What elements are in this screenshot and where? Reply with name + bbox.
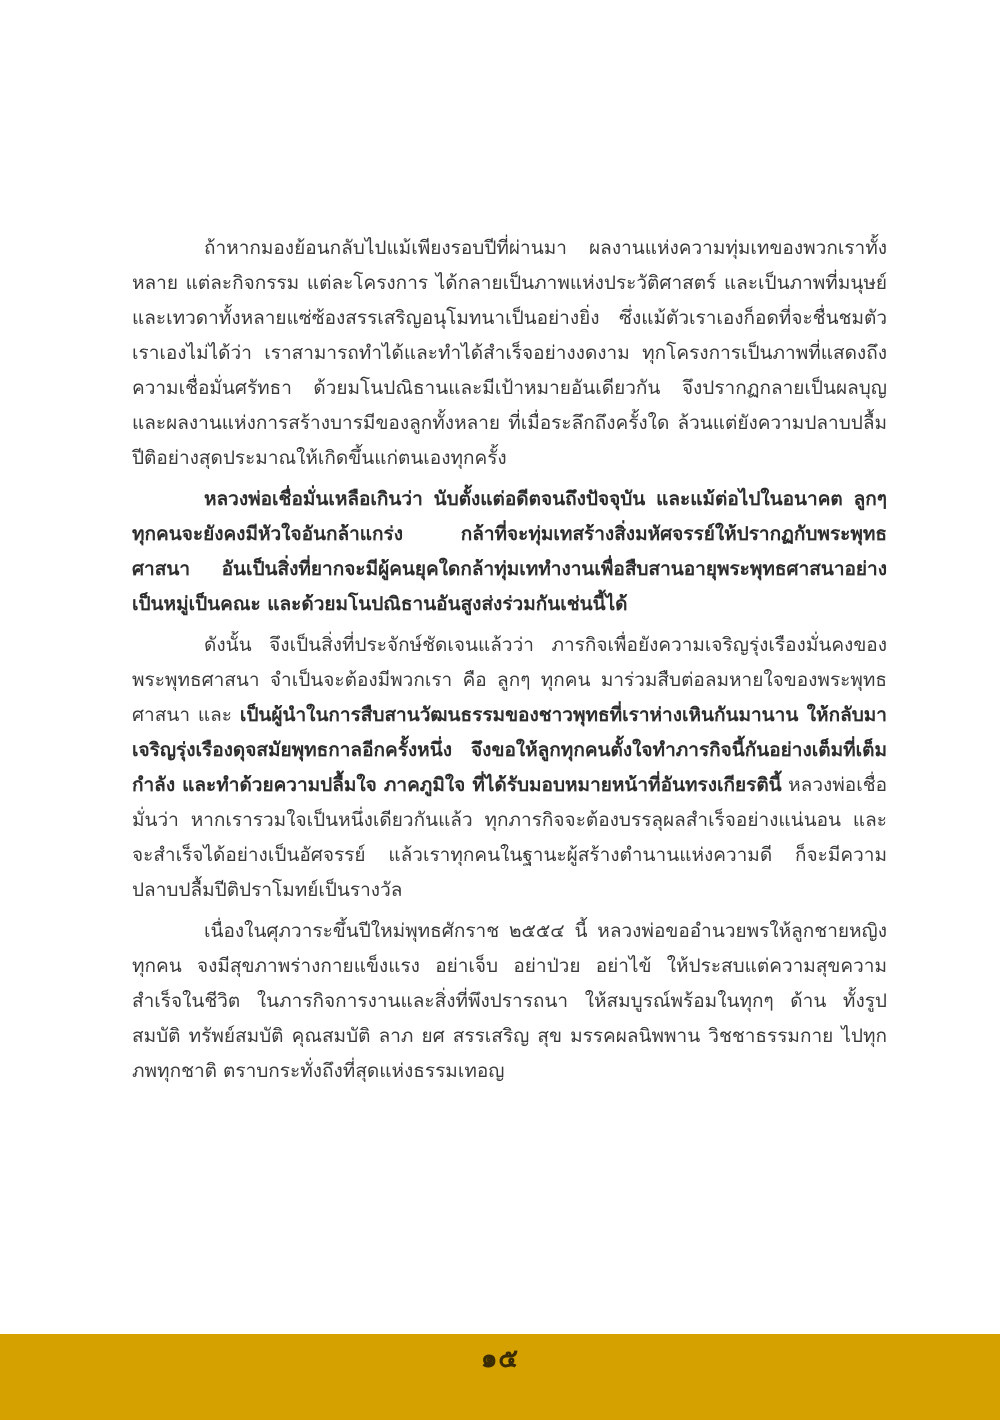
paragraph-3-part2: หลวงพ่อเชื่อมั่นว่า หากเรารวมใจเป็นหนึ่งเดียวกันแล้ว ทุกภารกิจจะต้องบรรลุผลสำเร็จอย่างแน่นอน และจะสำเร็จได้อย่างเป็นอัศจรรย์ แล้วเราทุกคนในฐานะผู้สร้างตำนานแห่งความดี ก็จะมีความปลาบปลื้มปีติปราโมทย์เป็นรางวัล — [132, 774, 887, 901]
letter-body — [132, 231, 887, 1089]
paragraph-1: ถ้าหากมองย้อนกลับไปแม้เพียงรอบปีที่ผ่านมา ผลงานแห่งความทุ่มเทของพวกเราทั้งหลาย แต่ละกิจกรรม แต่ละโครงการ ได้กลายเป็นภาพแห่งประวัติศาสตร์ และเป็นภาพที่มนุษย์และเทวดาทั้งหลายแซ่ซ้องสรรเสริญอนุโมทนาเป็นอย่างยิ่ง ซึ่งแม้ตัวเราเองก็อดที่จะชื่นชมตัวเราเองไม่ได้ว่า เราสามารถทำได้และทำได้สำเร็จอย่างงดงาม ทุกโครงการเป็นภาพที่แสดงถึงความเชื่อมั่นศรัทธา ด้วยมโนปณิธานและมีเป้าหมายอันเดียวกัน จึงปรากฏกลายเป็นผลบุญและผลงานแห่งการสร้างบารมีของลูกทั้งหลาย ที่เมื่อระลึกถึงครั้งใด ล้วนแต่ยังความปลาบปลื้มปีติอย่างสุดประมาณให้เกิดขึ้นแก่ตนเองทุกครั้ง — [132, 237, 887, 469]
paragraph-3-bold: เป็นผู้นำในการสืบสานวัฒนธรรมของชาวพุทธที่เราห่างเหินกันมานาน ให้กลับมาเจริญรุ่งเรืองดุจสมัยพุทธกาลอีกครั้งหนึ่ง จึงขอให้ลูกทุกคนตั้งใจทำภารกิจนี้กันอย่างเต็มที่เต็มกำลัง และทำด้วยความปลื้มใจ ภาคภูมิใจ ที่ได้รับมอบหมายหน้าที่อันทรงเกียรตินี้ — [132, 704, 887, 796]
page-number: ๑๕ — [480, 1344, 520, 1374]
paragraph-3-part1: ดังนั้น จึงเป็นสิ่งที่ประจักษ์ชัดเจนแล้วว่า ภารกิจเพื่อยังความเจริญรุ่งเรืองมั่นคงของพระพุทธศาสนา จำเป็นจะต้องมีพวกเรา คือ ลูกๆ ทุกคน มาร่วมสืบต่อลมหายใจของพระพุทธศาสนา และ — [132, 634, 887, 726]
paragraph-3 — [132, 628, 887, 908]
paragraph-2-bold: หลวงพ่อเชื่อมั่นเหลือเกินว่า นับตั้งแต่อดีตจนถึงปัจจุบัน และแม้ต่อไปในอนาคต ลูกๆ ทุกคนจะยังคงมีหัวใจอันกล้าแกร่ง กล้าที่จะทุ่มเทสร้างสิ่งมหัศจรรย์ให้ปรากฏกับพระพุทธศาสนา อันเป็นสิ่งที่ยากจะมีผู้คนยุคใดกล้าทุ่มเททำงานเพื่อสืบสานอายุพระพุทธศาสนาอย่างเป็นหมู่เป็นคณะ และด้วยมโนปณิธานอันสูงส่งร่วมกันเช่นนี้ได้ — [132, 488, 887, 615]
paragraph-4: เนื่องในศุภวาระขึ้นปีใหม่พุทธศักราช ๒๕๕๔ นี้ หลวงพ่อขออำนวยพรให้ลูกชายหญิงทุกคน จงมีสุขภาพร่างกายแข็งแรง อย่าเจ็บ อย่าป่วย อย่าไข้ ให้ประสบแต่ความสุขความสำเร็จในชีวิต ในภารกิจการงานและสิ่งที่พึงปรารถนา ให้สมบูรณ์พร้อมในทุกๆ ด้าน ทั้งรูปสมบัติ ทรัพย์สมบัติ คุณสมบัติ ลาภ ยศ สรรเสริญ สุข มรรคผลนิพพาน วิชชาธรรมกาย ไปทุกภพทุกชาติ ตราบกระทั่งถึงที่สุดแห่งธรรมเทอญ — [132, 920, 887, 1082]
